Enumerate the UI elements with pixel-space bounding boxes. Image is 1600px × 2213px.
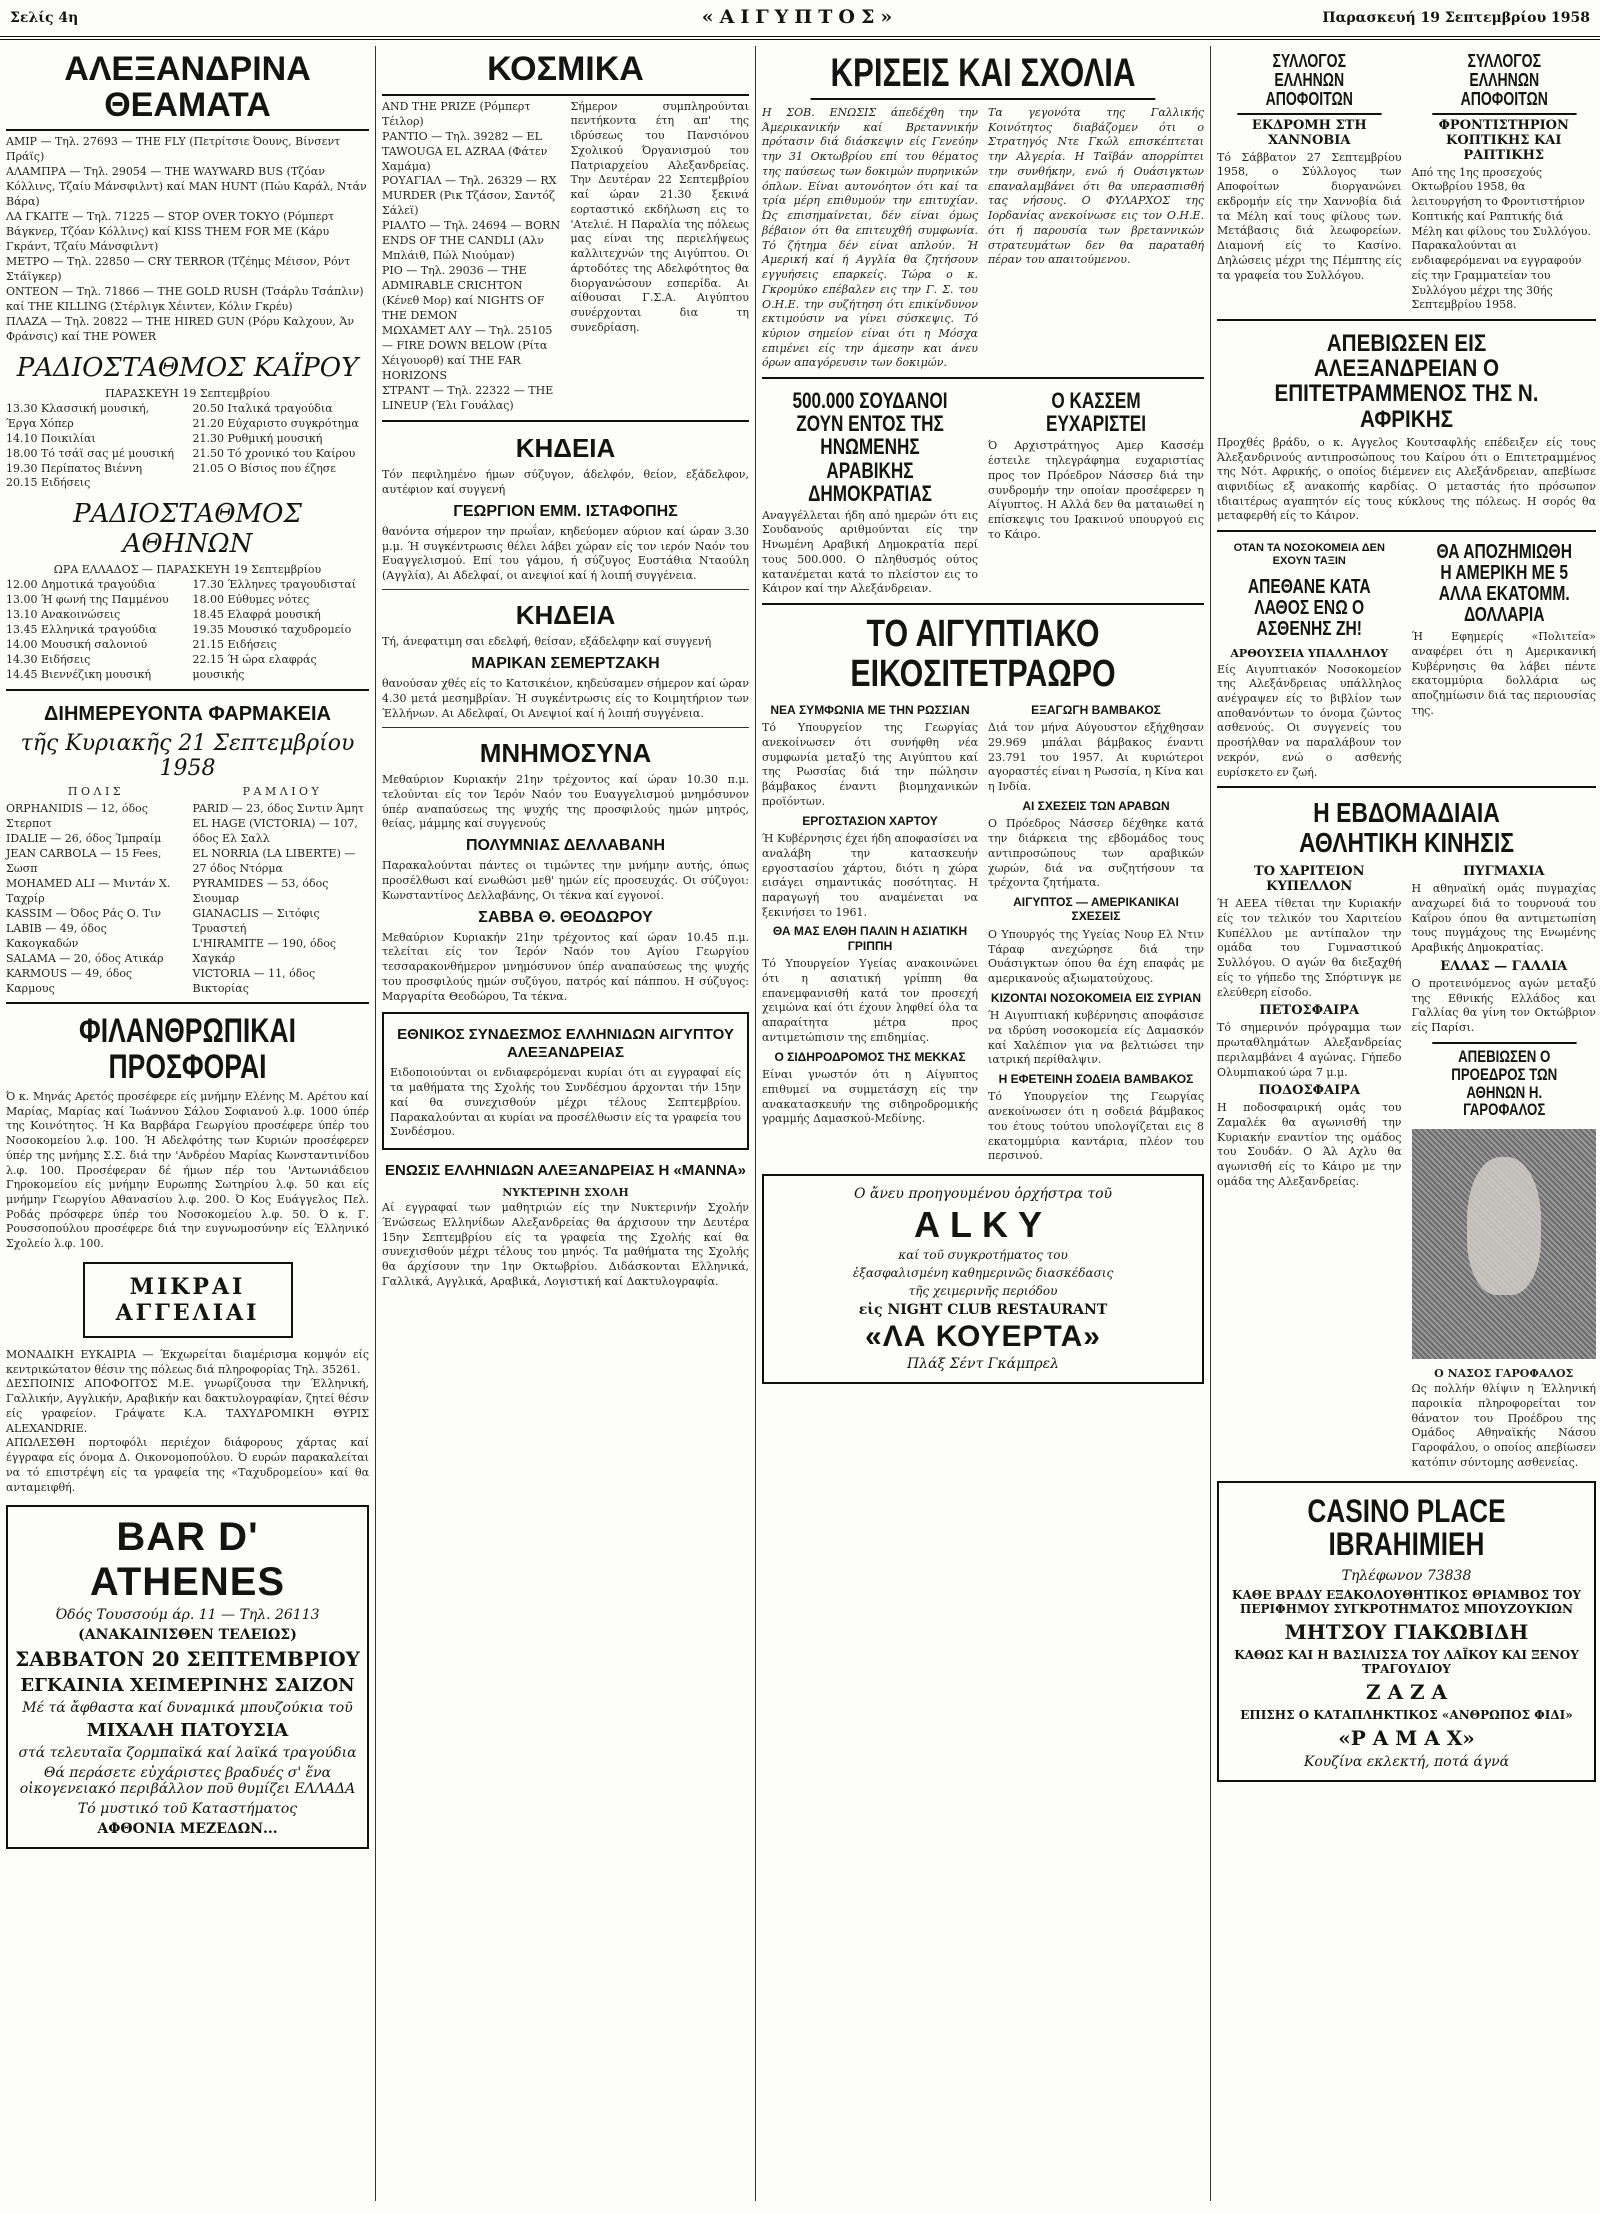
radio-cairo-item: 20.15 Ειδήσεις — [6, 476, 91, 490]
pharmacy-item: LABIB — 49, όδος Κακογκαδών — [6, 921, 107, 950]
hospital-title: ΑΠΕΘΑΝΕ ΚΑΤΑ ΛΑΘΟΣ ΕΝΩ Ο ΑΣΘΕΝΗΣ ΖΗ! — [1247, 575, 1371, 640]
radio-cairo-item: 21.50 Τό χρονικό του Καίρου — [192, 446, 356, 460]
course-text: Από της 1ης προσεχούς Οκτωβρίου 1958, θα λειτουργήση το Φροντιστήριον Κοπτικής καί Ραπτικής διά Μέλη και φίλους του Συλλόγου. Παρακαλούνται αι ενδιαφερόμεναι να εγγραφούν είς την Γραμματείαν του Συλλόγου μέχρι της 30ής Σεπτεμβρίου 1958. — [1411, 165, 1591, 312]
funeral-name: ΓΕΩΡΓΙΟΝ ΕΜΜ. ΙΣΤΑΦΟΠΗΣ — [453, 502, 678, 520]
pharmacy-item: L'HIRAMITE — 190, όδος Χαγκάρ — [192, 936, 336, 965]
sports-item-text: Η ποδοσφαιρική ομάς του Ζαμαλέκ θα αγωνισθή την Κυριακήν εναντίον της ομάδος του Σουδάν. Ο Άλ Αχλυ θα αγωνισθή είς το Κάιρο με την ομάδα της Αλεξανδρείας. — [1217, 1101, 1402, 1188]
bar-name: BAR D' ATHENES — [89, 1515, 286, 1605]
radio-cairo-item: 21.20 Εύχαριστο συγκρότημα — [192, 416, 359, 430]
casino-line: ΕΠΙΣΗΣ Ο ΚΑΤΑΠΛΗΚΤΙΚΟΣ «ΑΝΘΡΩΠΟΣ ΦΙΔΙ» — [1240, 1707, 1573, 1722]
funerals-title-2: ΚΗΔΕΙΑ — [515, 599, 616, 630]
egypt-news-title: ΘΑ ΜΑΣ ΕΛΘΗ ΠΑΛΙΝ Η ΑΣΙΑΤΙΚΗ ΓΡΙΠΠΗ — [772, 924, 968, 953]
cinema-list — [6, 135, 369, 344]
funeral-text: θανόντα σήμερον την πρωΐαν, κηδεύομεν αύριον καί ώραν 3.30 μ.μ. Ή συγκέντρωσις θέλει λάβει χώραν είς τον ιερόν Ναόν του Ευαγγελισμού. Επί του γάμου, ή σύζυγος Ευστάθια Νταούλη (Αγγλία), Αι Αδελφαί, οι ανεψιοί καί ή λοιπή συγγένεια. — [382, 524, 749, 583]
pharmacy-title: ΔΙΗΜΕΡΕΥΟΝΤΑ ΦΑΡΜΑΚΕΙΑ — [44, 703, 331, 726]
bar-renovated: (ΑΝΑΚΑΙΝΙΣΘΕΝ ΤΕΛΕΙΩΣ) — [78, 1627, 297, 1644]
association-box — [382, 1012, 749, 1150]
egypt-news-text: Τό Υπουργείον Υγείας ανακοινώνει ότι η ασιατική γρίππη θα επανεμφανισθή κατά τον προσεχή χειμώνα καί ότι έχουν ληφθεί όλα τα απαραίτητα μέτρα προς αντιμετώπισιν της επιδημίας. — [762, 957, 978, 1044]
pharmacy-item: PYRAMIDES — 53, όδος Σιουμαρ — [192, 876, 329, 905]
envoy-text: Προχθές βράδυ, ο κ. Αγγελος Κουτσαφλής επέδειξεν είς τους Άλεξανδρινούς αντιπροσώπους του Καίρου ότι ο Επιτετραμμένος της Νότ. Αφρικής, ο οποίος διέμενεν εις Αλεξάνδρειαν, απεβίωσε αιφνιδίως εξ ανακοπής καρδίας. Ο μεταστάς ήτο πρόσωπον ιδιαιτέρως αγαπητόν είς τους κύκλους της πόλεως. Η σορός θα μεταφερθή είς το Κάιρον. — [1217, 435, 1596, 523]
hospital-text: Είς Αιγυπτιακόν Νοσοκομείον της Αλεξάνδρειας υπάλληλος ανέγραψεν είς το βιβλίον των αποθανόντων το όνομα ζώντος ασθενούς. Οι συγγενείς του προσήλθαν να παραλάβουν τον νεκρόν, ενώ ο ασθενής ευρίσκετο εν ζωή. — [1217, 662, 1402, 779]
philanthropy-text: Ό κ. Μηνάς Αρετός προσέφερε είς μνήμην Ελένης Μ. Αρέτου καί Μαρίας, Μαρίας καί Ίωάννου Σάλου Σοφιανού λ.φ. 1000 ύπέρ της Κοινότητος. Ή Κα Βαρβάρα Γεωργίου προσέφερε ύπέρ του Νοσοκομείου λ.φ. 100. Ή Αδελφότης των Κυριών προσέφερεν ύπέρ της μνήμης Σ.Σ. διά την 'Ανδρέου Μαρίας Κωνσταντινίδου λ.φ. 100. Προσέφεραν δέ ήμων πέρ του 'Αντωνιάδειου Γηροκομείου είς μνήμην Ευρωπης Σωτηρίου λ.φ. 50 και είς μνήμην Γεωργίου Αθανασίου λ.φ. 200. Ό Κος Ευάγγελος Πελ. Ροδάς πρόσφερε ύπέρ του Νοσοκομείου λ.φ. 50. Ό κ. Γ. Ρουσσοπούλου προσέφερε διά την ευγνωμοσύνην είς Έλληνικό Σχολείο λ.φ. 100. — [6, 1089, 369, 1251]
hospital-sub: ΑΡΘΟΥΣΕΙΑ ΥΠΑΛΛΗΛΟΥ — [1230, 646, 1389, 660]
bar-athenes-ad — [6, 1505, 369, 1849]
egypt-news-title: Η ΕΦΕΤΕΙΝΗ ΣΟΔΕΙΑ ΒΑΜΒΑΚΟΣ — [998, 1072, 1194, 1087]
alky-sub2: ἐξασφαλισμένη καθημερινῶς διασκέδασις — [852, 1266, 1114, 1281]
radio-athens-item: 12.00 Δημοτικά τραγούδια — [6, 578, 156, 592]
pharmacy-head-left: Π Ο Λ Ι Σ — [67, 785, 121, 799]
pharmacy-date: τῆς Κυριακῆς 21 Σεπτεμβρίου 1958 — [20, 731, 355, 782]
pharmacy-item: KASSIM — Όδος Ράς Ο. Τιν — [6, 906, 162, 920]
casino-ad — [1217, 1481, 1596, 1782]
bar-address: Όδός Τουσσούμ άρ. 11 — Τηλ. 26113 — [55, 1607, 320, 1624]
issue-date: Παρασκευή 19 Σεπτεμβρίου 1958 — [1322, 10, 1590, 26]
pharmacy-item: IDALIE — 26, όδος Ίμπραίμ — [6, 831, 162, 845]
cinema-item: ΡΟΥΑΓΙΑΛ — Τηλ. 26329 — RX MURDER (Ρικ Τζάσον, Σαντόζ Σάλεϊ) — [382, 174, 557, 218]
egypt-news-text: Ή Αιγυπτιακή κυβέρνησις αποφάσισε να ιδρύση νοσοκομεία είς Δαμασκόν καί Χαλέπιον για να βελτιώσει την ιατρική περίθαλψιν. — [988, 1009, 1204, 1067]
radio-cairo-item: 21.30 Ρυθμική μουσική — [192, 431, 323, 445]
hospital-kicker: ΟΤΑΝ ΤΑ ΝΟΣΟΚΟΜΕΙΑ ΔΕΝ ΕΧΟΥΝ ΤΑΞΙΝ — [1233, 542, 1385, 568]
column-2 — [375, 46, 755, 2201]
alky-ad — [762, 1174, 1204, 1384]
radio-athens-title: ΡΑΔΙΟΣΤΑΘΜΟΣ ΑΘΗΝΩΝ — [73, 499, 302, 560]
funerals-title: ΚΗΔΕΙΑ — [515, 432, 616, 463]
egypt-news-text: Τό Υπουργείον της Γεωργίας ανεκοίνωσεν ότι συνήφθη νέα συμφωνία μεταξύ της Αιγύπτου καί της Ρωσσίας διά την πώλησιν βάμβακος έναντι βιομηχανικών προϊόντων. — [762, 721, 978, 808]
sports-item-title: ΠΟΔΟΣΦΑΙΡΑ — [1258, 1083, 1361, 1099]
association-title: ΕΘΝΙΚΟΣ ΣΥΝΔΕΣΜΟΣ ΕΛΛΗΝΙΔΩΝ ΑΙΓΥΠΤΟΥ ΑΛΕΞΑΝΔΡΕΙΑΣ — [397, 1026, 734, 1062]
alky-venue-pre: εἰς — [858, 1302, 883, 1319]
egypt-news-text: Ο Πρόεδρος Νάσσερ δέχθηκε κατά την διάρκεια της εβδομάδος τους αντιπροσώπους των αραβικών χωρών, διά να συζητήσουν τα τρέχοντα ζητήματα. — [988, 817, 1204, 890]
sports-item-title: ΕΛΛΑΣ — ΓΑΛΛΙΑ — [1440, 958, 1568, 974]
radio-cairo-item: 19.30 Περίπατος Βιέννη — [6, 461, 143, 475]
radio-athens-item: 21.15 Ειδήσεις — [192, 638, 277, 652]
pharmacy-item: ORPHANIDIS — 12, όδος Στερποτ — [6, 802, 148, 831]
alky-sub1: καί τοῦ συγκροτήματος του — [898, 1248, 1068, 1263]
cinema-list-continued — [382, 100, 561, 414]
casino-kitchen: Κουζίνα εκλεκτή, ποτά άγνά — [1303, 1753, 1510, 1770]
graduates-title: ΣΥΛΛΟΓΟΣ ΕΛΛΗΝΩΝ ΑΠΟΦΟΙΤΩΝ — [1237, 48, 1381, 115]
alky-venue — [770, 1300, 1196, 1320]
comments-text: Η ΣΟΒ. ΕΝΩΣΙΣ άπεδέχθη την Άμερικανικήν καί Βρεταννικήν πρότασιν διά διάσκεψιν είς Γενεύην την 31 Οκτωβρίου επί του θέματος της παύσεως των δοκιμών πυρηνικών όπλων. Είναι αυτονόητον ότι καί τα τρία μέρη επιθυμούν την επιτυχίαν. Ώς επισημαίνεται, δέν είναι όμως βέβαιον ότι θα επιτευχθή συμφωνία. Τό ζήτημα δέν είναι απλούν. Ή Αμερική καί ή Αγγλία θα ζητήσουν εγγυήσεις επαρκείς. Τώρα ο κ. Γκρομύκο επέβαλεν εις την Γ. Σ. του Ο.Η.Ε. την συζήτηση ότι επικίνδυνον εκτιμούσιν να γίνει σύσκεψις. Τό κύριον σημείον είναι ότι η Μόσχα επιμένει είς την άμεσην και άνευ όρων απαγόρευσιν των δοκιμών. — [762, 106, 978, 370]
portrait-photo — [1412, 1129, 1597, 1359]
photo-caption: Ο ΝΑΣΟΣ ΓΑΡΟΦΑΛΟΣ — [1434, 1367, 1574, 1381]
graduates-title-2: ΣΥΛΛΟΓΟΣ ΕΛΛΗΝΩΝ ΑΠΟΦΟΙΤΩΝ — [1432, 48, 1576, 115]
radio-athens-item: 22.15 Ή ώρα ελαφράς μουσικής — [192, 653, 317, 682]
egypt-news-title: ΕΞΑΓΩΓΗ ΒΑΜΒΑΚΟΣ — [1031, 702, 1161, 717]
memorial-name-2: ΣΑΒΒΑ Θ. ΘΕΟΔΩΡΟΥ — [478, 908, 653, 926]
obituary-title: ΑΠΕΒΙΩΣΕΝ Ο ΠΡΟΕΔΡΟΣ ΤΩΝ ΑΘΗΝΩΝ Η. ΓΑΡΟΦΑΛΟΣ — [1432, 1042, 1576, 1123]
alky-la-kouerta: «ΛΑ ΚΟΥΕΡΤΑ» — [865, 1320, 1101, 1354]
casino-title: CASINO PLACE IBRAHIMIEH — [1307, 1492, 1506, 1563]
classified-item: ΑΠΩΛΕΣΘΗ πορτοφόλι περιέχον διάφορους χάρτας καί έγγραφα είς όνομα Δ. Οικονομοπούλου. Ό ευρών παρακαλείται να τό επιστρέψη είς τα γραφεία της «Ταχυδρομείου» καί θα ανταμειφθή. — [6, 1436, 369, 1494]
radio-athens-item: 14.30 Ειδήσεις — [6, 653, 91, 667]
egypt-24h-title: ΤΟ ΑΙΓΥΠΤΙΑΚΟ ΕΙΚΟΣΙΤΕΤΡΑΩΡΟ — [850, 613, 1116, 695]
egypt-news-title: ΑΙ ΣΧΕΣΕΙΣ ΤΩΝ ΑΡΑΒΩΝ — [1022, 798, 1170, 813]
memorial-text-2: Μεθαύριον Κυριακήν 21ην τρέχοντος καί ώραν 10.45 π.μ. τελείται είς τον Ίερόν Ναόν του Αγίου Γεωργίου τεσσαρακονθήμερον μνημόσυνον ύπέρ αναπαύσεως της ψυχής του προσφιλούς ημών συζύγου, πατρός καί πάππου. Η σύζυγος: Μαργαρίτα Θεοδώρου, Τα τέκνα. — [382, 930, 749, 1003]
egypt-news-text: Τό Υπουργείον της Γεωργίας ανεκοίνωσεν ότι η σοδειά βάμβακος του έτους τούτου υπολογίζεται εις 8 εκατομμύρια καντάρια, πλέον του περσινού. — [988, 1090, 1204, 1163]
radio-cairo-item: 20.50 Ιταλικά τραγούδια — [192, 401, 333, 415]
radio-athens-item: 13.45 Ελληνικά τραγούδια — [6, 623, 157, 637]
philanthropy-title: ΦΙΛΑΝΘΡΩΠΙΚΑΙ ΠΡΟΣΦΟΡΑΙ — [79, 1012, 296, 1087]
cinema-item: ΜΩΧΑΜΕΤ ΑΛΥ — Τηλ. 25105 — FIRE DOWN BELOW (Ρίτα Χέιγουορθ) καί THE FAR HORIZONS — [382, 323, 553, 382]
night-school-title: ΕΝΩΣΙΣ ΕΛΛΗΝΙΔΩΝ ΑΛΕΞΑΝΔΡΕΙΑΣ Η «ΜΑΝΝΑ» — [385, 1162, 746, 1180]
casino-act: «Ρ Α Μ Α Χ» — [1338, 1725, 1475, 1750]
sports-item-text: Η αθηναϊκή ομάς πυγμαχίας αναχωρεί διά το τουρνουά του Καΐρου όπου θα αντιμετωπίση τους πυγμάχους της Ενωμένης Αραβικής Δημοκρατίας. — [1411, 882, 1596, 955]
radio-cairo-item: 13.30 Κλασσική μουσική, Έργα Χόπερ — [6, 401, 150, 430]
radio-athens-item: 17.30 Έλληνες τραγουδισταί — [192, 578, 357, 592]
cinema-item: ΠΛΑΖΑ — Τηλ. 20822 — THE HIRED GUN (Ρόρυ Καλχουν, Άν Φράνσις) καί THE POWER — [6, 314, 355, 343]
sudanese-text: Αναγγέλλεται ήδη από ημερών ότι εις Σουδανούς αριθμούνται είς την Ηνωμένη Αραβική Δημοκρατία περί τους 500.000. Ο πληθυσμός ούτος κατανέμεται κατά το πλείστον εις το Κάιρον καί την Αλεξάνδρειαν. — [762, 508, 978, 596]
course-title: ΦΡΟΝΤΙΣΤΗΡΙΟΝ ΚΟΠΤΙΚΗΣ ΚΑΙ ΡΑΠΤΙΚΗΣ — [1438, 117, 1569, 163]
radio-athens-item: 18.00 Εύθυμες νότες — [192, 593, 310, 607]
radio-athens-item: 13.00 Ή φωνή της Παμμένου — [6, 593, 169, 607]
bar-artist: ΜΙΧΑΛΗ ΠΑΤΟΥΣΙΑ — [86, 1720, 289, 1742]
bar-promise: Θά περάσετε εὐχάριστες βραδυές σ' ἕνα οἰκογενειακό περιβάλλον ποῦ θυμίζει ΕΛΛΑΔΑ — [19, 1765, 356, 1798]
sudanese-title: 500.000 ΣΟΥΔΑΝΟΙ ΖΟΥΝ ΕΝΤΟΣ ΤΗΣ ΗΝΩΜΕΝΗΣ ΑΡΑΒΙΚΗΣ ΔΗΜΟΚΡΑΤΙΑΣ — [792, 388, 948, 506]
radio-athens-item: 14.00 Μουσική σαλονιού — [6, 638, 148, 652]
casino-line: ΚΑΘΩΣ ΚΑΙ Η ΒΑΣΙΛΙΣΣΑ ΤΟΥ ΛΑΪΚΟΥ ΚΑΙ ΞΕΝΟΥ ΤΡΑΓΟΥΔΙΟΥ — [1234, 1647, 1579, 1676]
night-school-text: Αί εγγραφαί των μαθητριών είς την Νυκτερινήν Σχολήν Ένώσεως Ελληνίδων Αλεξανδρείας θα άρχισουν την Δευτέρα 15ην Σεπτεμβρίου είς τα γραφεία της Σχολής καί θα συνεχισθούν μέχρι τέλους του μηνός. Τα μαθήματα της Σχολής θα άρχίσουν την 1ην Οκτωβρίου. Διδάσκονται Ελληνικά, Γαλλικά, Αγγλικά, Αραβικά, Λογιστική καί Δακτυλογραφία. — [382, 1201, 749, 1288]
excursion-text: Τό Σάββατον 27 Σεπτεμβρίου 1958, ο Σύλλογος των Αποφοίτων διοργανώνει εκδρομήν είς την Χαννοβία διά τα Μέλη καί τους φίλους των. Μετάβασις διά λεωφορείων. Διαμονή είς το Κασίνο. Δηλώσεις μέχρι της Πέμπτης είς τα γραφεία του Συλλόγου. — [1217, 150, 1402, 282]
obituary-text: Ως πολλήν θλίψιν η Έλληνική παροικία πληροφορείται τον θάνατον του Προέδρου της Ομάδος Αθηναϊκής Νάσου Γαροφάλου, ο οποίος απεβίωσεν κατόπιν σύντομης ασθενείας. — [1411, 1382, 1596, 1469]
casino-artist: ΜΗΤΣΟΥ ΓΙΑΚΩΒΙΔΗ — [1284, 1619, 1529, 1644]
radio-cairo-title: ΡΑΔΙΟΣΤΑΘΜΟΣ ΚΑΪΡΟΥ — [16, 352, 359, 383]
radio-athens-schedule — [6, 578, 369, 683]
social-title: ΚΟΣΜΙΚΑ — [382, 48, 749, 96]
funeral-name-2: ΜΑΡΙΚΑΝ ΣΕΜΕΡΤΖΑΚΗ — [471, 655, 660, 673]
egypt-news-title: ΑΙΓΥΠΤΟΣ — ΑΜΕΡΙΚΑΝΙΚΑΙ ΣΧΕΣΕΙΣ — [1013, 895, 1179, 924]
column-1 — [0, 46, 375, 2201]
egypt-news-text: Είναι γνωστόν ότι η Αίγυπτος επιθυμεί να συμμετάσχη είς την ανακατασκευήν της σιδηροδρομικής γραμμής Δαμασκού-Μεδίνης. — [762, 1068, 978, 1126]
memorial-name: ΠΟΛΥΜΝΙΑΣ ΔΕΛΛΑΒΑΝΗ — [465, 837, 666, 855]
sports-item-title: ΤΟ ΧΑΡΙΤΕΙΟΝ ΚΥΠΕΛΛΟΝ — [1254, 864, 1365, 895]
radio-cairo-day: ΠΑΡΑΣΚΕΥΗ 19 Σεπτεμβρίου — [105, 386, 270, 400]
egypt-news-text: Ο Υπουργός της Υγείας Νουρ Ελ Ντιν Τάραφ ανεχώρησε διά την Ουάσιγκτων όπου θα έχη επαφάς με αμερικανούς αξιωματούχους. — [988, 927, 1204, 985]
radio-cairo-item: 14.10 Ποικιλίαι — [6, 431, 96, 445]
egypt-news-title: Ο ΣΙΔΗΡΟΔΡΟΜΟΣ ΤΗΣ ΜΕΚΚΑΣ — [774, 1049, 966, 1064]
radio-athens-item: 18.45 Ελαφρά μουσική — [192, 608, 321, 622]
funeral-text-2: θανούσαν χθές είς το Κατσικέιον, κηδεύσαμεν σήμερον καί ώραν 4.30 μετά μεσημβρίαν. Ή συγκέντρωσις είς το Κοιμητήριον των Έλλήνων. Αι Αδελφαί, Οι Ανεψιοί καί ή λοιπή συγγένεια. — [382, 677, 749, 720]
cinema-item: ΣΤΡΑΝΤ — Τηλ. 22322 — THE LINEUP (Έλι Γουάλας) — [382, 383, 554, 412]
casino-singer: Ζ Α Ζ Α — [1365, 1679, 1448, 1704]
cinema-item: ΟΝΤΕΟΝ — Τηλ. 71866 — THE GOLD RUSH (Τσάρλυ Τσάπλιν) καί THE KILLING (Στέρλιγκ Χέιντεν, Κόλιν Γκρέυ) — [6, 284, 364, 313]
pharmacy-item: VICTORIA — 11, όδος Βικτορίας — [192, 966, 316, 995]
cinema-item: ΜΕΤΡΟ — Τηλ. 22850 — CRY TERROR (Τζέημς Μέισον, Ρόντ Στάϊγκερ) — [6, 255, 351, 283]
sports-item-text: Τό σημερινόν πρόγραμμα των πρωταθλημάτων Αλεξανδρείας περιλαμβάνει 4 αγώνας. Γήπεδο Ολυμπιακού ώρα 7 μ.μ. — [1217, 1021, 1402, 1079]
alky-venue-name: NIGHT CLUB RESTAURANT — [887, 1302, 1108, 1319]
radio-athens-item: 13.10 Ανακοινώσεις — [6, 608, 121, 622]
alky-sub3: τῆς χειμερινῆς περιόδου — [908, 1284, 1058, 1299]
memorials-title: ΜΝΗΜΟΣΥΝΑ — [479, 737, 652, 768]
compensation-title: ΘΑ ΑΠΟΖΗΜΙΩΘΗ Η ΑΜΕΡΙΚΗ ΜΕ 5 ΑΛΛΑ ΕΚΑΤΟΜΜ. ΔΟΛΛΑΡΙΑ — [1436, 541, 1572, 627]
pharmacy-head-right: Ρ Α Μ Λ Ι Ο Υ — [242, 785, 319, 799]
pharmacy-item: KARMOUS — 49, όδος Καρμους — [6, 966, 133, 995]
envoy-title: ΑΠΕΒΙΩΣΕΝ ΕΙΣ ΑΛΕΞΑΝΔΡΕΙΑΝ Ο ΕΠΙΤΕΤΡΑΜΜΕΝΟΣ ΤΗΣ Ν. ΑΦΡΙΚΗΣ — [1274, 330, 1539, 433]
funeral-intro-2: Τή, άνεφατιμη σαι εδελφή, θείσαν, εξάδελφην καί συγγενή — [382, 635, 712, 649]
cinema-item: ΡΙΟ — Τηλ. 29036 — THE ADMIRABLE CRICHTON (Κένεθ Μορ) καί NIGHTS OF THE DEMON — [382, 264, 545, 323]
column-3 — [755, 46, 1210, 2201]
egypt-news-text: Ή Κυβέρνησις έχει ήδη αποφασίσει να αναλάβη την κατασκευήν εργοστασίου χάρτου, διότι η χώρα εισάγει σημαντικάς ποσότητας. Η παραγωγή του αναμένεται να ξεκινήσει το 1961. — [762, 832, 978, 919]
pharmacy-item: JEAN CARBOLA — 15 Fees, Σωσπ — [6, 846, 162, 875]
radio-athens-item: 19.35 Μουσικό ταχυδρομείο — [192, 623, 352, 637]
pharmacy-item: GIANACLIS — Σιτόφις Τρυαστεή — [192, 906, 320, 935]
cinema-item: ΡΙΑΛΤΟ — Τηλ. 24694 — BORN ENDS OF THE CANDLI (Αλν Μπλάιθ, Πώλ Νιούμαν) — [382, 219, 561, 263]
alky-address: Πλάξ Σέντ Γκάμπρελ — [906, 1356, 1060, 1373]
sports-item-text: Ο προτεινόμενος αγών μεταξύ της Εθνικής Ελλάδος και Γαλλίας θα γίνη τον Οκτώβριον είς Παρίσι. — [1411, 976, 1596, 1035]
cinema-title: ΑΛΕΞΑΝΔΡΙΝΑ ΘΕΑΜΑΤΑ — [6, 48, 369, 131]
pharmacy-item: PARID — 23, όδος Σιντιν Άμητ — [192, 802, 364, 816]
casino-phone: Τηλέφωνον 73838 — [1341, 1567, 1472, 1584]
bar-date: ΣΑΒΒΑΤΟΝ 20 ΣΕΠΤΕΜΒΡΙΟΥ — [15, 1647, 360, 1672]
memorial-text-1: Παρακαλούνται πάντες οι τιμώντες την μνήμην αυτής, όπως προσέλθωσι καί ενωθώσι μεθ' ημών είς προσευχάς. Οι σύζυγοι: Κωνσταντίνος Δελλαβάνης, Οι τέκνα καί εγγονοί. — [382, 859, 749, 902]
cinema-item: ΡΑΝΤΙΟ — Τηλ. 39282 — EL TAWOUGA EL AZRAA (Φάτεν Χαμάμα) — [382, 129, 548, 173]
kassem-text: Ό Αρχιστράτηγος Αμερ Κασσέμ έστειλε τηλεγράφημα ευχαριστίας προς τον Πρόεδρον Νάσσερ διά την συνδρομήν την οποίαν προσέφερεν η Αίγυπτος. Η Αλλά δεν θα ματαιωθεί η επίσκεψις του Ιρακινού υπουργού εις το Κάιρο. — [988, 439, 1204, 541]
cinema-item: ΑΜΙΡ — Τηλ. 27693 — THE FLY (Πετρίτσιε Όουνς, Βίνσεντ Πράϊς) — [6, 135, 341, 164]
compensation-text: Ή Εφημερίς «Πολιτεία» αναφέρει ότι η Αμερικανική Κυβέρνησις θα λάβει πέντε εκατομμύρια δολλάρια ως αποζημίωσιν διά τας περιουσίας της. — [1411, 630, 1596, 717]
radio-cairo-item: 18.00 Τό τσάϊ σας μέ μουσική — [6, 446, 174, 460]
cinema-item: ΛΑ ΓΚΑΙΤΕ — Τηλ. 71225 — STOP OVER TOKYO (Ρόμπερτ Βάγκνερ, Τζόαν Κόλλινς) καί KISS THEM FOR ME (Κάρυ Γκράντ, Τζαίυ Μάνσφιλντ) — [6, 210, 335, 254]
masthead — [0, 0, 1600, 40]
casino-line: ΚΑΘΕ ΒΡΑΔΥ ΕΞΑΚΟΛΟΥΘΗΤΙΚΟΣ ΘΡΙΑΜΒΟΣ ΤΟΥ ΠΕΡΙΦΗΜΟΥ ΣΥΓΚΡΟΤΗΜΑΤΟΣ ΜΠΟΥΖΟΥΚΙΩΝ — [1232, 1587, 1581, 1616]
night-school-sub: ΝΥΚΤΕΡΙΝΗ ΣΧΟΛΗ — [502, 1186, 629, 1200]
newspaper-name: «ΑΙΓΥΠΤΟΣ» — [701, 6, 899, 28]
pharmacy-item: EL NORRIA (LA LIBERTE) — 27 όδος Ντόρμα — [192, 846, 356, 875]
radio-athens-day: ΩΡΑ ΕΛΛΑΔΟΣ — ΠΑΡΑΣΚΕΥΗ 19 Σεπτεμβρίου — [53, 563, 322, 577]
cinema-item: ΑΛΑΜΠΡΑ — Τηλ. 29054 — THE WAYWARD BUS (Τζόαν Κόλλινς, Τζαίυ Μάνσφιλντ) καί MAN HUNT (Πώυ Καράλ, Ντάν Βάρα) — [6, 165, 367, 209]
bar-with: Μέ τά ἄφθαστα καί δυναμικά μπουζούκια τοῦ — [22, 1700, 353, 1717]
sports-item-title: ΠΕΤΟΣΦΑΙΡΑ — [1259, 1003, 1360, 1019]
pharmacy-list — [6, 783, 369, 996]
excursion-title: ΕΚΔΡΟΜΗ ΣΤΗ ΧΑΝΝΟΒΙΑ — [1251, 117, 1367, 148]
egypt-news-text: Διά τον μήνα Αύγουστον εξήχθησαν 29.969 μπάλαι βάμβακος έναντι 23.791 του 1957. Αι κυριώτεροι αγοραστές είναι η Ρωσσία, η Κίνα και η Ινδία. — [988, 721, 1204, 794]
cinema-item: AND THE PRIZE (Ρόμπερτ Τέιλορ) — [382, 99, 531, 128]
page-number: Σελίς 4η — [10, 10, 79, 26]
sports-item-title: ΠΥΓΜΑΧΙΑ — [1462, 864, 1545, 880]
classifieds-title: ΜΙΚΡΑΙ ΑΓΓΕΛΙΑΙ — [115, 1273, 260, 1326]
egypt-news-title: ΚΙΖΟΝΤΑΙ ΝΟΣΟΚΟΜΕΙΑ ΕΙΣ ΣΥΡΙΑΝ — [990, 990, 1202, 1005]
sports-item-text: Ή ΑΕΕΑ τίθεται την Κυριακήν είς τον τελικόν του Χαριτείου Κυπέλλου με αντίπαλον την ομάδα του Γυμναστικού Συλλόγου. Ο αγών θα διεξαχθή είς το γήπεδο της Σπόρτινγκ με ελεύθερη είσοδο. — [1217, 897, 1402, 999]
social-text: Σήμερον συμπληρούνται πεντήκοντα έτη απ' της ιδρύσεως του Πανσιόνου Σχολικού Όργανισμού του Πατριαρχείου Αλεξανδρείας. Την Δευτέραν 22 Σεπτεμβρίου καί ώραν 21.30 ξεκινά εορταστικό εκδήλωση εις το 'Ατελιέ. Η Παραλία της πόλεως μας είναι της περιελήψεως καλλιτεχνών της Αιγύπτου. Οι άρτοδότες της Αδελφότητος θα διοργανώσουν εσπερίδα. Αι αίθουσαι Γ.Σ.Α. Αιγύπτου συνέρχονται δια τη συνεδρίαση. — [570, 99, 749, 334]
bar-mezes: ΑΦΘΟΝΙΑ ΜΕΖΕΔΩΝ... — [97, 1821, 278, 1838]
bar-songs: στά τελευταῖα ζορμπαϊκά καί λαϊκά τραγούδια — [18, 1745, 357, 1762]
association-text: Ειδοποιούνται οι ενδιαφερόμεναι κυρίαι ότι αι εγγραφαί είς τα μαθήματα της Σχολής του Συνδέσμου άρχονται τήν 15ην καί θα συνεχισθούν μέχρι τέλους Σεπτεμβρίου. Παρακαλούνται αι κυρίαι να προσέλθωσιν είς τα γραφεία του Συνδέσμου. — [390, 1066, 741, 1139]
memorial-text: Μεθαύριον Κυριακήν 21ην τρέχοντος καί ώραν 10.30 π.μ. τελούνται είς τον Ίερόν Ναόν του Ευαγγελισμού μνημόσυνον ύπέρ αναπαύσεως της ψυχής της προσφιλούς ημών μητρός, θείας, μάμμης καί συγγενούς — [382, 773, 749, 831]
pharmacy-item: MOHAMED ALI — Μιντάν Χ. Ταχρίρ — [6, 876, 171, 905]
column-4 — [1210, 46, 1600, 2201]
egypt-news-title: ΕΡΓΟΣΤΑΣΙΟΝ ΧΑΡΤΟΥ — [802, 813, 938, 828]
pharmacy-item: EL HAGE (VICTORIA) — 107, όδος Ελ Σαλλ — [192, 817, 358, 845]
comments-text-2: Τα γεγονότα της Γαλλικής Κοινότητος διαβάζομεν ότι ο Στρατηγός Ντε Γκώλ επισκέπτεται την Αλγερία. Η Ταϊβάν απορρίπτει την συνθήκην, ενώ ή Ουάσιγκτων επαναλαμβάνει ότι θα υπερασπισθή τας νήσους. Ο ΦΥΛΑΡΧΟΣ της Ιορδανίας ανεκοίνωσε εις τον Ο.Η.Ε. ότι ή παρουσία των βρεταννικών στρατευμάτων δεν θα παραταθή πέραν του απαιτούμενου. — [988, 106, 1204, 267]
radio-athens-item: 14.45 Βιεννέζικη μουσική — [6, 668, 152, 682]
funeral-intro: Τόν πεφιλημένο ήμων σύζυγον, άδελφόν, θείον, εξάδελφον, αυτέφιον καί συγγενή — [382, 468, 749, 497]
classifieds-box — [83, 1262, 293, 1338]
alky-intro: Ο ἄνευ προηγουμένου ὀρχήστρα τοῦ — [853, 1186, 1113, 1203]
classified-item: ΔΕΣΠΟΙΝΙΣ ΑΠΟΦΟΙΤΟΣ Μ.Ε. γνωρίζουσα την Έλληνική, Γαλλικήν, Αγγλικήν, Αραβικήν και δακτυλογραφίαν, ζητεί θέσιν είς γραφείον. Γράψατε Κ.Α. ΤΑΧΥΔΡΟΜΙΚΗ ΘΥΡΙΣ ALEXANDRIE. — [6, 1377, 369, 1435]
alky-name: ALKY — [914, 1204, 1052, 1246]
bar-secret: Τό μυστικό τοῦ Καταστήματος — [77, 1801, 298, 1818]
sports-title: Η ΕΒΔΟΜΑΔΙΑΙΑ ΑΘΛΗΤΙΚΗ ΚΙΝΗΣΙΣ — [1298, 797, 1515, 858]
bar-opening: ΕΓΚΑΙΝΙΑ ΧΕΙΜΕΡΙΝΗΣ ΣΑΙΖΟΝ — [20, 1675, 355, 1697]
kassem-title: Ο ΚΑΣΣΕΜ ΕΥΧΑΡΙΣΤΕΙ — [1046, 388, 1146, 437]
radio-cairo-schedule — [6, 402, 369, 492]
radio-cairo-item: 21.05 Ο Βίσιος που έζησε — [192, 461, 336, 475]
classified-item: ΜΟΝΑΔΙΚΗ ΕΥΚΑΙΡΙΑ — Έκχωρείται διαμέρισμα κομψόν είς κεντρικώτατον θέσιν της πόλεως διά πληροφορίας Τηλ. 35261. — [6, 1347, 369, 1376]
comments-title: ΚΡΙΣΕΙΣ ΚΑΙ ΣΧΟΛΙΑ — [811, 48, 1156, 100]
egypt-news-title: ΝΕΑ ΣΥΜΦΩΝΙΑ ΜΕ ΤΗΝ ΡΩΣΣΙΑΝ — [770, 702, 970, 717]
pharmacy-item: SALAMA — 20, όδος Ατικάρ — [6, 951, 164, 965]
